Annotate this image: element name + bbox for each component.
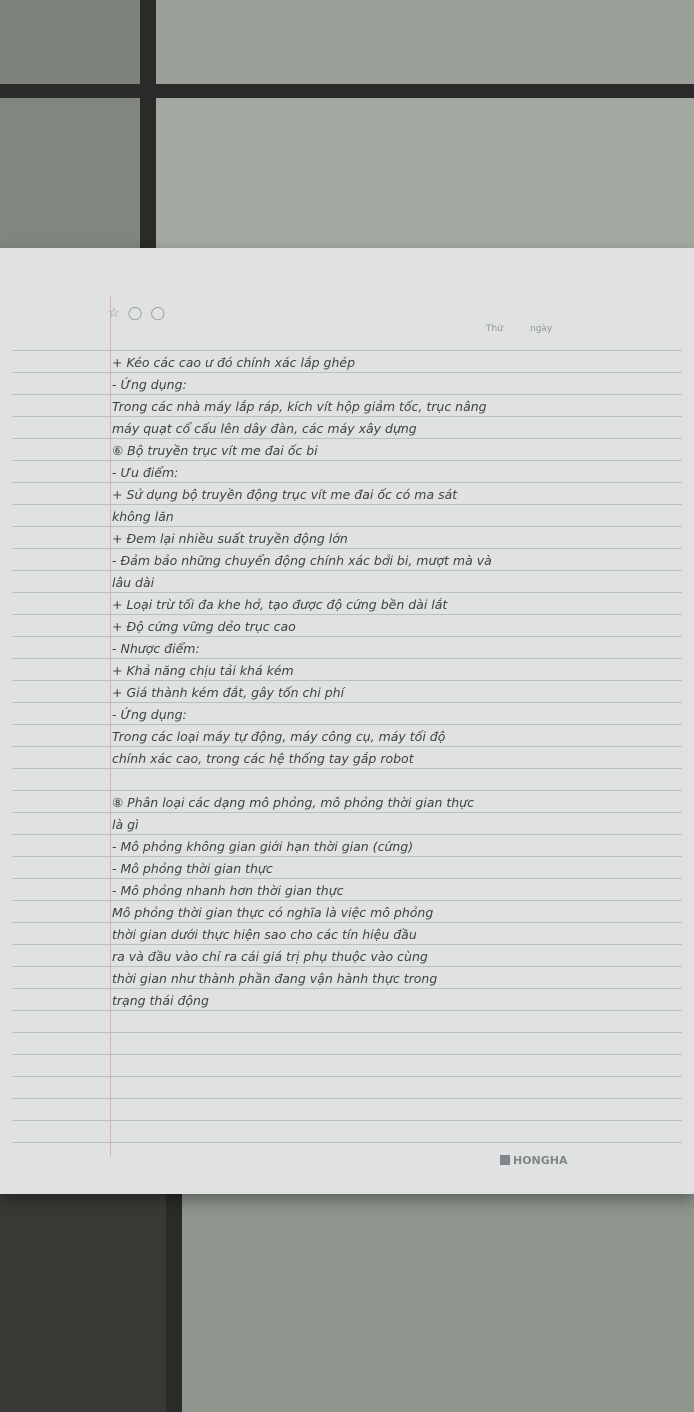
date-label: Thứ (486, 324, 503, 334)
text-line: ra và đầu vào chỉ ra cái giá trị phụ thuộc vào cùng (112, 949, 428, 964)
grout-line (140, 0, 156, 248)
grout-line (0, 84, 694, 98)
text-line: + Sử dụng bộ truyền động trục vít me đai ốc có ma sát (112, 487, 458, 502)
text-line: - Mô phỏng nhanh hơn thời gian thực (112, 883, 344, 898)
floor-tile (0, 0, 140, 84)
text-line: + Giá thành kém đắt, gây tốn chi phí (112, 685, 345, 700)
text-line: máy quạt cổ cấu lên dây đàn, các máy xây dựng (112, 421, 417, 436)
text-line: là gì (112, 817, 139, 832)
text-line: ⑧ Phân loại các dạng mô phỏng, mô phỏng thời gian thực (112, 795, 474, 810)
header-icons: ☆ ◯ ◯ (108, 306, 168, 321)
text-line: + Độ cứng vững dẻo trục cao (112, 619, 296, 634)
floor-tile (0, 98, 140, 248)
text-line: ⑥ Bộ truyền trục vít me đai ốc bi (112, 443, 318, 458)
grout-line (166, 1194, 182, 1412)
brand-icon (500, 1155, 510, 1165)
brand-logo (500, 1154, 568, 1167)
text-line: + Khả năng chịu tải khá kém (112, 663, 294, 678)
text-line: lâu dài (112, 575, 155, 590)
text-line: + Đem lại nhiều suất truyền động lớn (112, 531, 348, 546)
text-line: Mô phỏng thời gian thực có nghĩa là việc mô phỏng (112, 905, 434, 920)
floor-tile (156, 98, 694, 248)
text-line: - Ứng dụng: (112, 377, 187, 392)
text-line: thời gian như thành phần đang vận hành thực trong (112, 971, 438, 986)
text-line: - Mô phỏng không gian giới hạn thời gian (cứng) (112, 839, 414, 854)
floor-tile (0, 1194, 166, 1412)
margin-line (110, 296, 111, 1156)
notebook-page (0, 248, 694, 1194)
brand-label: HONGHA (513, 1154, 568, 1167)
text-line: + Loại trừ tối đa khe hở, tạo được độ cứng bền dài lắt (112, 597, 448, 612)
text-line: - Mô phỏng thời gian thực (112, 861, 273, 876)
text-line: - Ưu điểm: (112, 465, 179, 480)
text-line: - Nhược điểm: (112, 641, 200, 656)
text-line: + Kéo các cao ư đó chính xác lắp ghép (112, 355, 356, 370)
text-line: Trong các nhà máy lắp ráp, kích vít hộp giảm tốc, trục nâng (112, 399, 487, 414)
day-label: ngày (530, 324, 553, 334)
floor-tile (156, 0, 694, 84)
text-line (112, 770, 622, 792)
text-line: thời gian dưới thực hiện sao cho các tín hiệu đầu (112, 927, 417, 942)
text-line: chính xác cao, trong các hệ thống tay gắp robot (112, 751, 414, 766)
floor-tile (182, 1194, 694, 1412)
text-line: trạng thái động (112, 993, 209, 1008)
text-line: không lăn (112, 509, 174, 524)
text-line: - Ứng dụng: (112, 707, 187, 722)
text-line: - Đảm bảo những chuyển động chính xác bởi bi, mượt mà và (112, 553, 492, 568)
text-line: Trong các loại máy tự động, máy công cụ, máy tối độ (112, 729, 446, 744)
